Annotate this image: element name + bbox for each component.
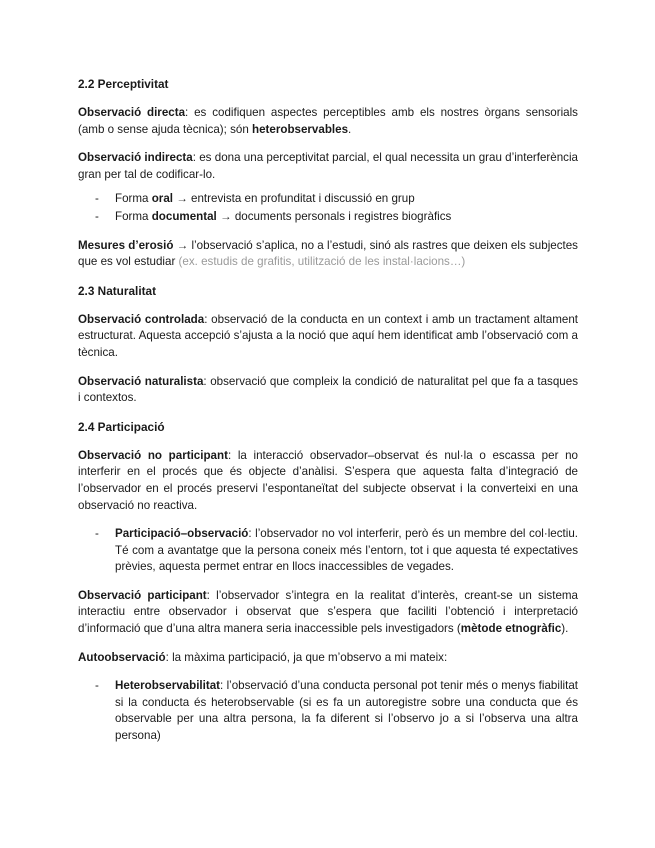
section-heading-naturalitat: 2.3 Naturalitat [78,283,157,298]
list-participacio-observacio [78,526,578,576]
dash-bullet: - [95,209,99,223]
paragraph-observacio-directa: Observació directa: es codifiquen aspectes perceptibles amb els nostres òrgans sensorials (amb o sense ajuda tècnica); són heterobservables. [78,106,578,136]
paragraph-autoobservacio: Autoobservació: la màxima participació, ja que m’observo a mi mateix: [78,650,448,664]
term-metode-etnografic: mètode etnogràfic [460,622,562,636]
paragraph-observacio-indirecta: Observació indirecta: es dona una perceptivitat parcial, el qual necessita un grau d’interferència gran per tal de codificar-lo. [78,151,578,181]
dash-bullet: - [95,192,99,206]
term-autoobservacio: Autoobservació [78,650,166,664]
term-heterobservables: heterobservables [252,122,349,136]
dash-bullet: - [95,679,99,693]
term-heterobservabilitat: Heterobservabilitat [115,679,221,693]
section-heading-perceptivitat: 2.2 Perceptivitat [78,77,169,91]
list-heterobservabilitat [78,678,578,744]
list-item: - Heterobservabilitat: l’observació d’una conducta personal pot tenir més o menys fiabilitat si la conducta és heterobservable (si es fa un autoregistre sobre una conducta que és observable per una altra persona, la fa diferent si l’observo jo a si l’observa una altra persona) [95,679,578,743]
term-observacio-participant: Observació participant [78,588,207,602]
term-observacio-directa: Observació directa [78,106,186,119]
term-mesures-erosio: Mesures d’erosió [78,238,174,252]
term-participacio-observacio: Participació–observació [115,527,249,541]
example-note: (ex. estudis de grafitis, utilització de les instal·lacions…) [178,255,466,269]
term-observacio-indirecta: Observació indirecta [78,151,193,165]
section-heading-participacio: 2.4 Participació [78,419,165,434]
list-item: - Forma documental → documents personals i registres biogràfics [78,209,578,226]
paragraph-observacio-naturalista: Observació naturalista: observació que compleix la condició de naturalitat pel que fa a tasques i contextos. [78,374,578,405]
term-observacio-no-participant: Observació no participant [78,448,228,462]
term-observacio-naturalista: Observació naturalista [78,374,204,388]
list-item: - Forma oral → entrevista en profunditat i discussió en grup [78,191,578,208]
paragraph-mesures-erosio: Mesures d’erosió → l’observació s’aplica, no a l’estudi, sinó als rastres que deixen els subjectes que es vol estudiar (ex. estudis de grafitis, utilització de les instal·lacions…) [78,238,578,269]
paragraph-observacio-participant: Observació participant: l’observador s’integra en la realitat d’interès, creant-se un sistema interactiu entre observador i observat que s’espera que faciliti l’obtenció i interpretació d’informació que d’una altra manera seria inaccessible pels investigadors (mètode etnogràfic). [78,588,578,636]
document-page [78,76,578,757]
list-formes [78,191,578,225]
dash-bullet: - [95,527,99,541]
term-observacio-controlada: Observació controlada [78,312,205,326]
paragraph-observacio-no-participant: Observació no participant: la interacció observador–observat és nul·la o escassa per no interferir en el procés que és objecte d’anàlisi. S’espera que aquesta falta d’integració de l’observador en el procés preservi l’espontaneïtat del subjecte observat i la converteixi en una observació no reactiva. [78,448,578,512]
paragraph-observacio-controlada: Observació controlada: observació de la conducta en un context i amb un tractament altament estructurat. Aquesta accepció s’ajusta a la noció que aquí hem identificat amb l’observació com a tècnica. [78,312,578,359]
list-item: - Participació–observació: l’observador no vol interferir, però és un membre del col·lectiu. Té com a avantatge que la persona coneix més l’entorn, tot i que aquesta té expectatives prèvies, aquesta permet entrar en llocs inaccessibles de vegades. [95,527,578,574]
